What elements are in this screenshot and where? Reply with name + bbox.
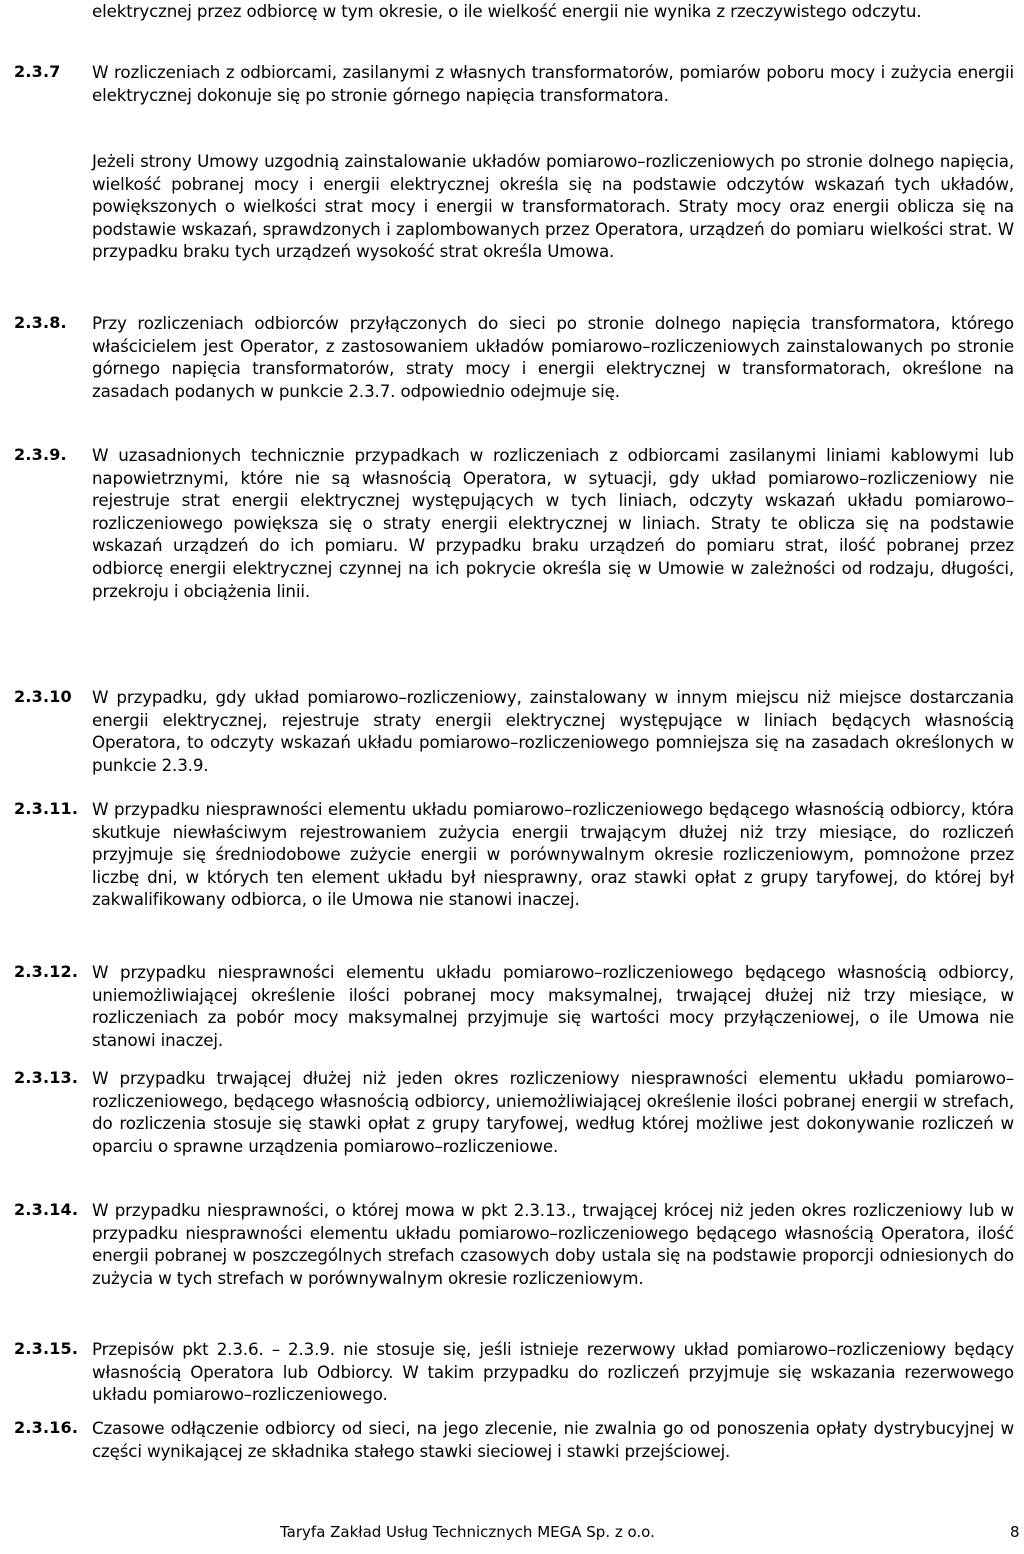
paragraph-2-3-10 [14, 686, 1014, 776]
paragraph-2-3-12 [14, 961, 1014, 1051]
paragraph-text: W uzasadnionych technicznie przypadkach w rozliczeniach z odbiorcami zasilanymi liniami kablowymi lub napowietrznymi, które nie są własnością Operatora, w sytuacji, gdy układ pomiarowo–rozliczeniowy nie rejestruje strat energii elektrycznej występujących w tych liniach, odczyty wskazań układu pomiarowo–rozliczeniowego powiększa się o straty energii elektrycznej w liniach. Straty te oblicza się na podstawie wskazań urządzeń do ich pomiaru. W przypadku braku urządzeń do pomiaru strat, ilość pobranej przez odbiorcę energii elektrycznej czynnej na ich pokrycie określa się w Umowie w zależności od rodzaju, długości, przekroju i obciążenia linii. [92, 445, 1014, 601]
paragraph-number: 2.3.8. [14, 313, 67, 332]
paragraph-text: W przypadku trwającej dłużej niż jeden okres rozliczeniowy niesprawności elementu układu pomiarowo–rozliczeniowego, będącego własnością odbiorcy, uniemożliwiającej określenie ilości pobranej energii w strefach, do rozliczenia stosuje się stawki opłat z grupy taryfowej, według której możliwe jest dokonywanie rozliczeń w oparciu o sprawne urządzenia pomiarowo–rozliczeniowe. [92, 1068, 1014, 1156]
paragraph-number: 2.3.12. [14, 962, 79, 981]
paragraph-text: W rozliczeniach z odbiorcami, zasilanymi z własnych transformatorów, pomiarów poboru mocy i zużycia energii elektrycznej dokonuje się po stronie górnego napięcia transformatora. [92, 62, 1014, 105]
paragraph-2-3-9 [14, 444, 1014, 602]
paragraph-text: Przepisów pkt 2.3.6. – 2.3.9. nie stosuje się, jeśli istnieje rezerwowy układ pomiarowo–rozliczeniowy będący własnością Operatora lub Odbiorcy. W takim przypadku do rozliczeń przyjmuje się wskazania rezerwowego układu pomiarowo–rozliczeniowego. [92, 1339, 1014, 1405]
paragraph-2-3-11 [14, 798, 1014, 911]
paragraph-text: W przypadku niesprawności elementu układu pomiarowo–rozliczeniowego będącego własnością odbiorcy, uniemożliwiającej określenie ilości pobranej mocy maksymalnej, trwającej dłużej niż trzy miesiące, w rozliczeniach za pobór mocy maksymalnej przyjmuje się wartości mocy przyłączeniowej, o ile Umowa nie stanowi inaczej. [92, 962, 1014, 1050]
paragraph-number: 2.3.9. [14, 445, 67, 464]
paragraph-2-3-16 [14, 1417, 1014, 1462]
paragraph-text: Przy rozliczeniach odbiorców przyłączonych do sieci po stronie dolnego napięcia transformatora, którego właścicielem jest Operator, z zastosowaniem układów pomiarowo–rozliczeniowych zainstalowanych po stronie górnego napięcia transformatorów, straty mocy i energii elektrycznej w transformatorach, określone na zasadach podanych w punkcie 2.3.7. odpowiednio odejmuje się. [92, 313, 1014, 401]
paragraph-text: W przypadku, gdy układ pomiarowo–rozliczeniowy, zainstalowany w innym miejscu niż miejsce dostarczania energii elektrycznej, rejestruje straty energii elektrycznej występujące w liniach będących własnością Operatora, to odczyty wskazań układu pomiarowo–rozliczeniowego pomniejsza się na zasadach określonych w punkcie 2.3.9. [92, 687, 1014, 775]
paragraph-text: elektrycznej przez odbiorcę w tym okresie, o ile wielkość energii nie wynika z rzeczywistego odczytu. [92, 1, 922, 21]
paragraph-2-3-7-continued [14, 150, 1014, 263]
paragraph-text: W przypadku niesprawności, o której mowa w pkt 2.3.13., trwającej krócej niż jeden okres rozliczeniowy lub w przypadku niesprawności elementu układu pomiarowo–rozliczeniowego będącego własnością Operatora, ilość energii pobranej w poszczególnych strefach czasowych doby ustala się na podstawie proporcji odniesionych do zużycia w tych strefach w porównywalnym okresie rozliczeniowym. [92, 1200, 1014, 1288]
paragraph-number [14, 0, 92, 23]
paragraph-number: 2.3.10 [14, 687, 72, 706]
paragraph-2-3-7 [14, 61, 1014, 106]
paragraph-2-3-15 [14, 1338, 1014, 1406]
page-footer [280, 1522, 1020, 1542]
paragraph-2-3-13 [14, 1067, 1014, 1157]
paragraph-number: 2.3.16. [14, 1418, 79, 1437]
paragraph-number: 2.3.13. [14, 1068, 79, 1087]
paragraph-number: 2.3.14. [14, 1200, 79, 1219]
footer-text: Taryfa Zakład Usług Technicznych MEGA Sp. z o.o. [280, 1523, 655, 1541]
paragraph-continuation [14, 0, 1014, 23]
paragraph-number [14, 150, 92, 263]
paragraph-text: Czasowe odłączenie odbiorcy od sieci, na jego zlecenie, nie zwalnia go od ponoszenia opłaty dystrybucyjnej w części wynikającej ze składnika stałego stawki sieciowej i stawki przejściowej. [92, 1418, 1014, 1461]
page-number: 8 [1010, 1523, 1020, 1541]
paragraph-text: Jeżeli strony Umowy uzgodnią zainstalowanie układów pomiarowo–rozliczeniowych po stronie dolnego napięcia, wielkość pobranej mocy i energii elektrycznej określa się na podstawie odczytów wskazań tych układów, powiększonych o wielkości strat mocy i energii w transformatorach. Straty mocy oraz energii oblicza się na podstawie wskazań, sprawdzonych i zaplombowanych przez Operatora, urządzeń do pomiaru wielkości strat. W przypadku braku tych urządzeń wysokość strat określa Umowa. [92, 151, 1014, 262]
paragraph-number: 2.3.11. [14, 799, 79, 818]
paragraph-number: 2.3.15. [14, 1339, 79, 1358]
paragraph-2-3-8 [14, 312, 1014, 402]
paragraph-text: W przypadku niesprawności elementu układu pomiarowo–rozliczeniowego będącego własnością odbiorcy, która skutkuje niewłaściwym rejestrowaniem zużycia energii trwającym dłużej niż trzy miesiące, do rozliczeń przyjmuje się średniodobowe zużycie energii w porównywalnym okresie rozliczeniowym, pomnożone przez liczbę dni, w których ten element układu był niesprawny, oraz stawki opłat z grupy taryfowej, do której był zakwalifikowany odbiorca, o ile Umowa nie stanowi inaczej. [92, 799, 1014, 910]
paragraph-2-3-14 [14, 1199, 1014, 1289]
paragraph-number: 2.3.7 [14, 62, 61, 81]
